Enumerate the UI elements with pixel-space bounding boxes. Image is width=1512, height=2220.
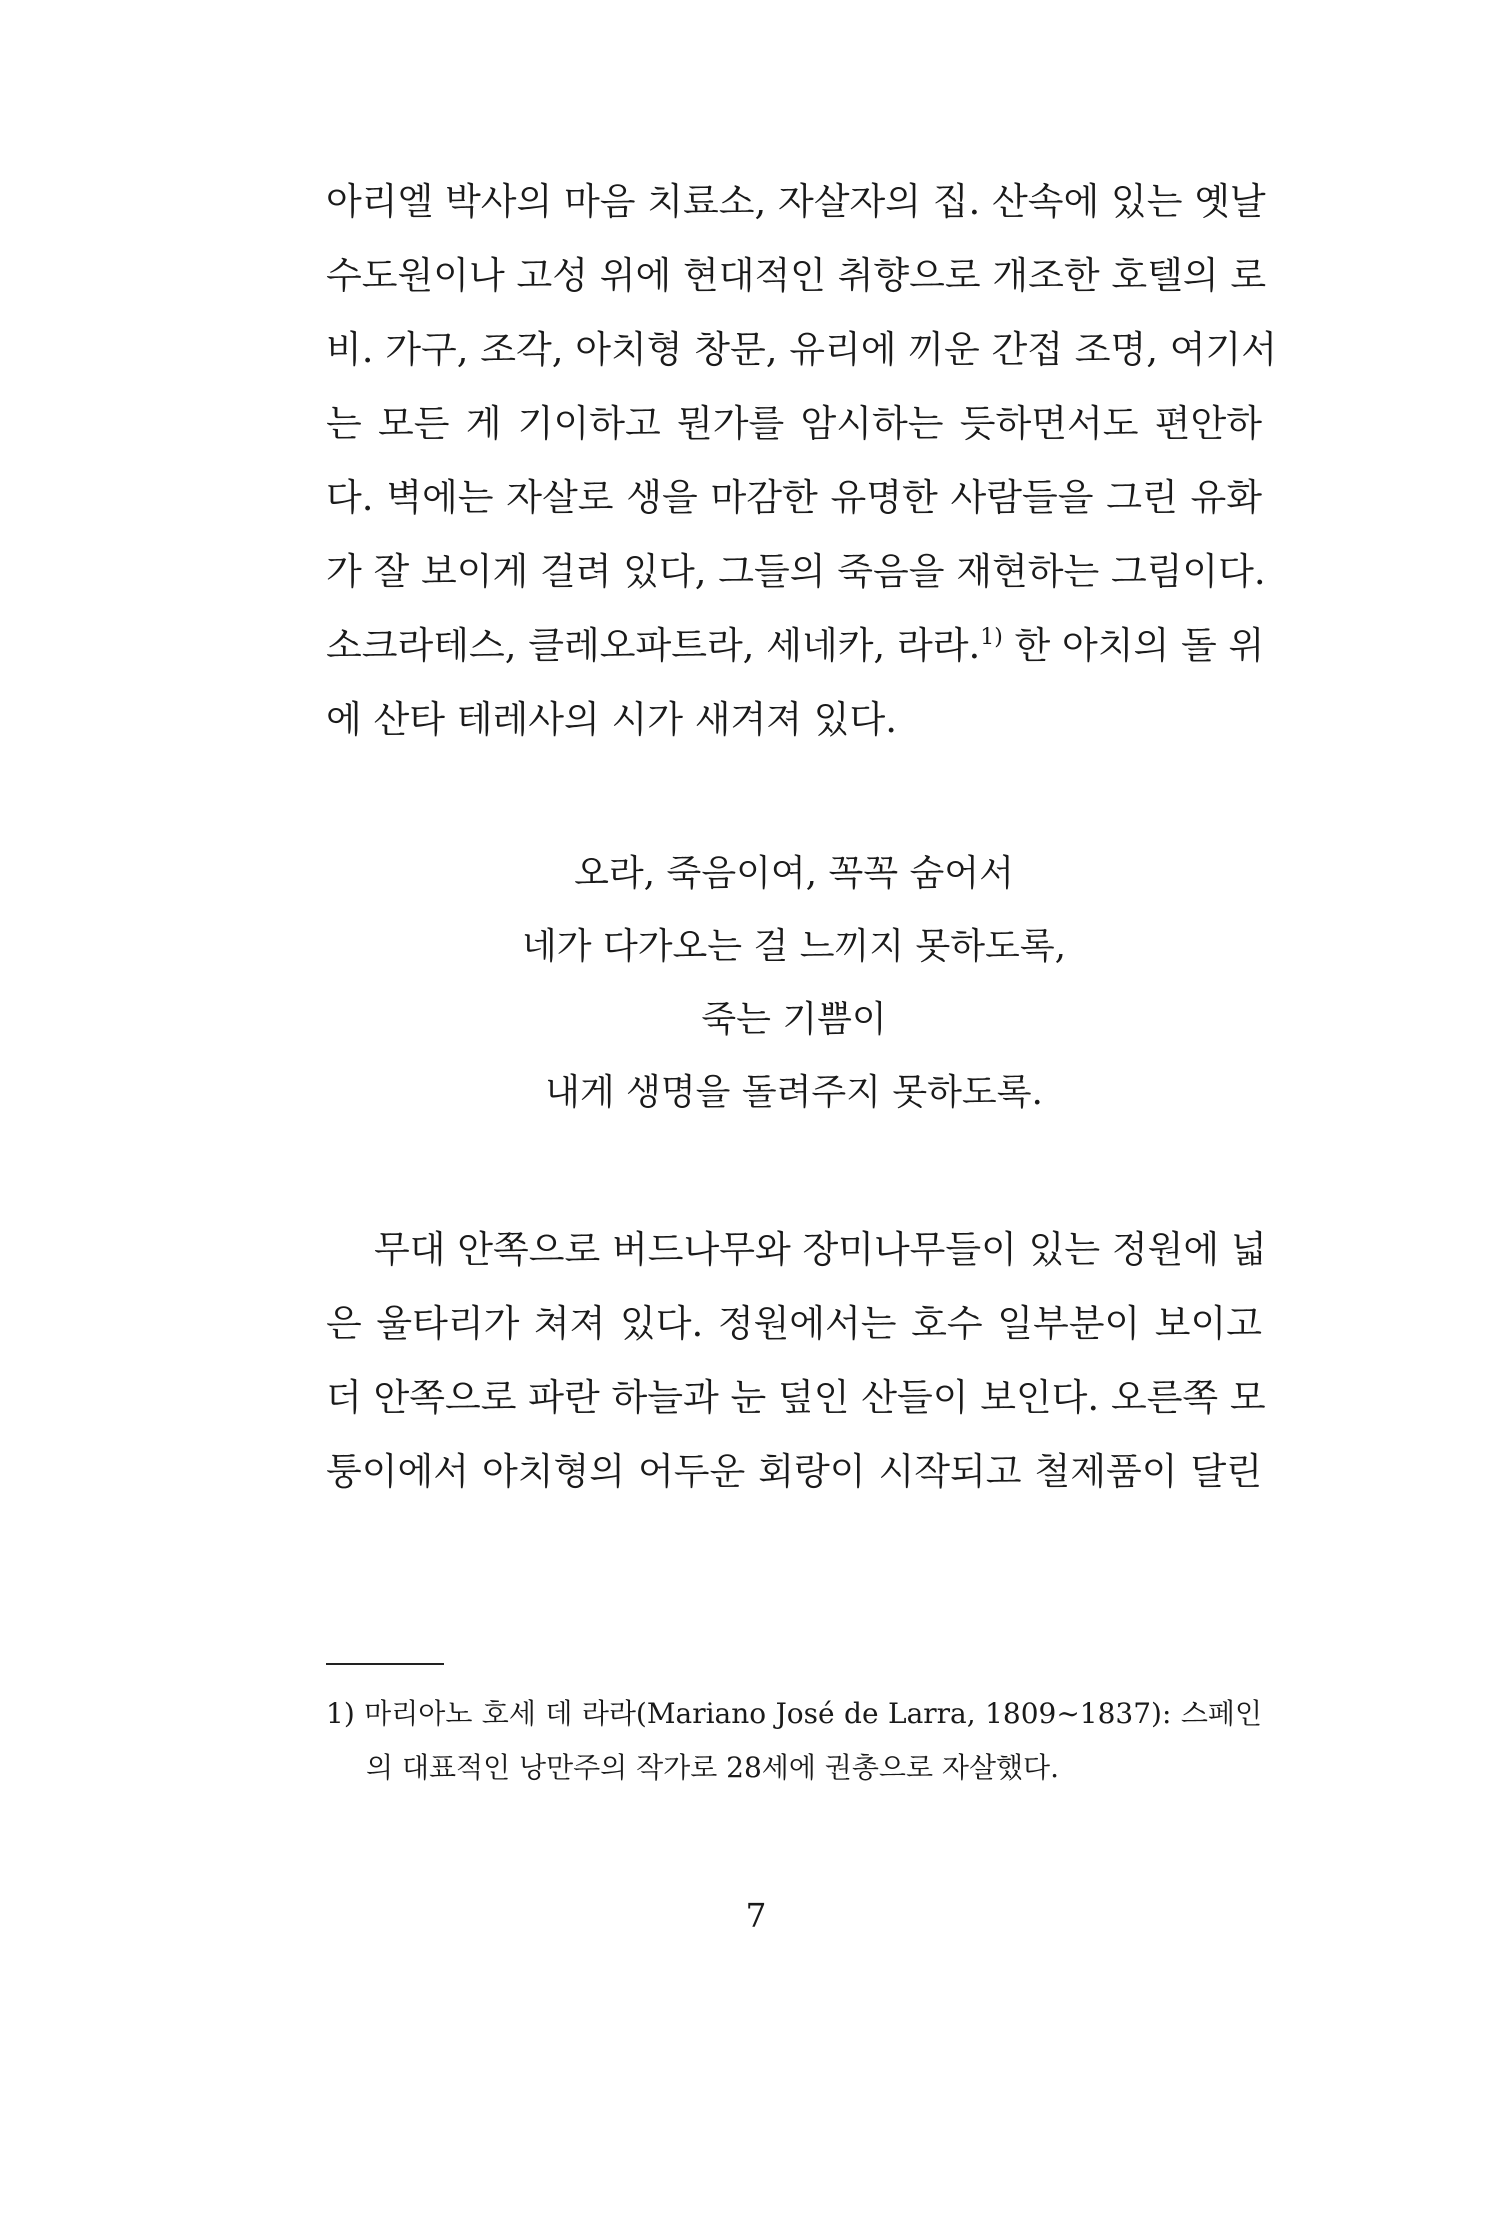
body-text-line: 수도원이나 고성 위에 현대적인 취향으로 개조한 호텔의 로 [326, 254, 1267, 297]
poem-line: 내게 생명을 돌려주지 못하도록. [545, 1072, 1043, 1113]
body-text-line: 아리엘 박사의 마음 치료소, 자살자의 집. 산속에 있는 옛날 [326, 180, 1266, 223]
footnote-text: 1) 마리아노 호세 데 라라(Mariano José de Larra, 1809∼1837): 스페인 [326, 1697, 1262, 1730]
body-text-line: 다. 벽에는 자살로 생을 마감한 유명한 사람들을 그린 유화 [326, 476, 1262, 519]
poem-line: 네가 다가오는 걸 느끼지 못하도록, [521, 926, 1067, 967]
footnote-divider [326, 1663, 444, 1665]
poem-line: 죽는 기쁨이 [701, 999, 887, 1040]
body-text-segment: 한 아치의 돌 위 [1002, 624, 1265, 667]
body-text-line: 더 안쪽으로 파란 하늘과 눈 덮인 산들이 보인다. 오른쪽 모 [326, 1376, 1266, 1419]
body-text-line: 무대 안쪽으로 버드나무와 장미나무들이 있는 정원에 넓 [374, 1228, 1267, 1271]
body-text-line: 는 모든 게 기이하고 뭔가를 암시하는 듯하면서도 편안하 [326, 402, 1262, 445]
poem-line: 오라, 죽음이여, 꼭꼭 숨어서 [574, 853, 1014, 894]
body-text-line-with-footnote [326, 620, 1265, 672]
body-text-line: 은 울타리가 쳐져 있다. 정원에서는 호수 일부분이 보이고 [326, 1302, 1262, 1345]
body-text-line: 에 산타 테레사의 시가 새겨져 있다. [326, 698, 897, 741]
body-text-line: 비. 가구, 조각, 아치형 창문, 유리에 끼운 간접 조명, 여기서 [326, 328, 1277, 371]
body-text-segment: 소크라테스, 클레오파트라, 세네카, 라라. [326, 624, 981, 667]
footnote-reference: 1) [980, 625, 1003, 650]
body-text-line: 가 잘 보이게 걸려 있다, 그들의 죽음을 재현하는 그림이다. [326, 550, 1266, 593]
footnote-text: 의 대표적인 낭만주의 작가로 28세에 권총으로 자살했다. [366, 1751, 1059, 1784]
body-text-line: 퉁이에서 아치형의 어두운 회랑이 시작되고 철제품이 달린 [326, 1450, 1262, 1493]
page-number: 7 [745, 1896, 767, 1935]
